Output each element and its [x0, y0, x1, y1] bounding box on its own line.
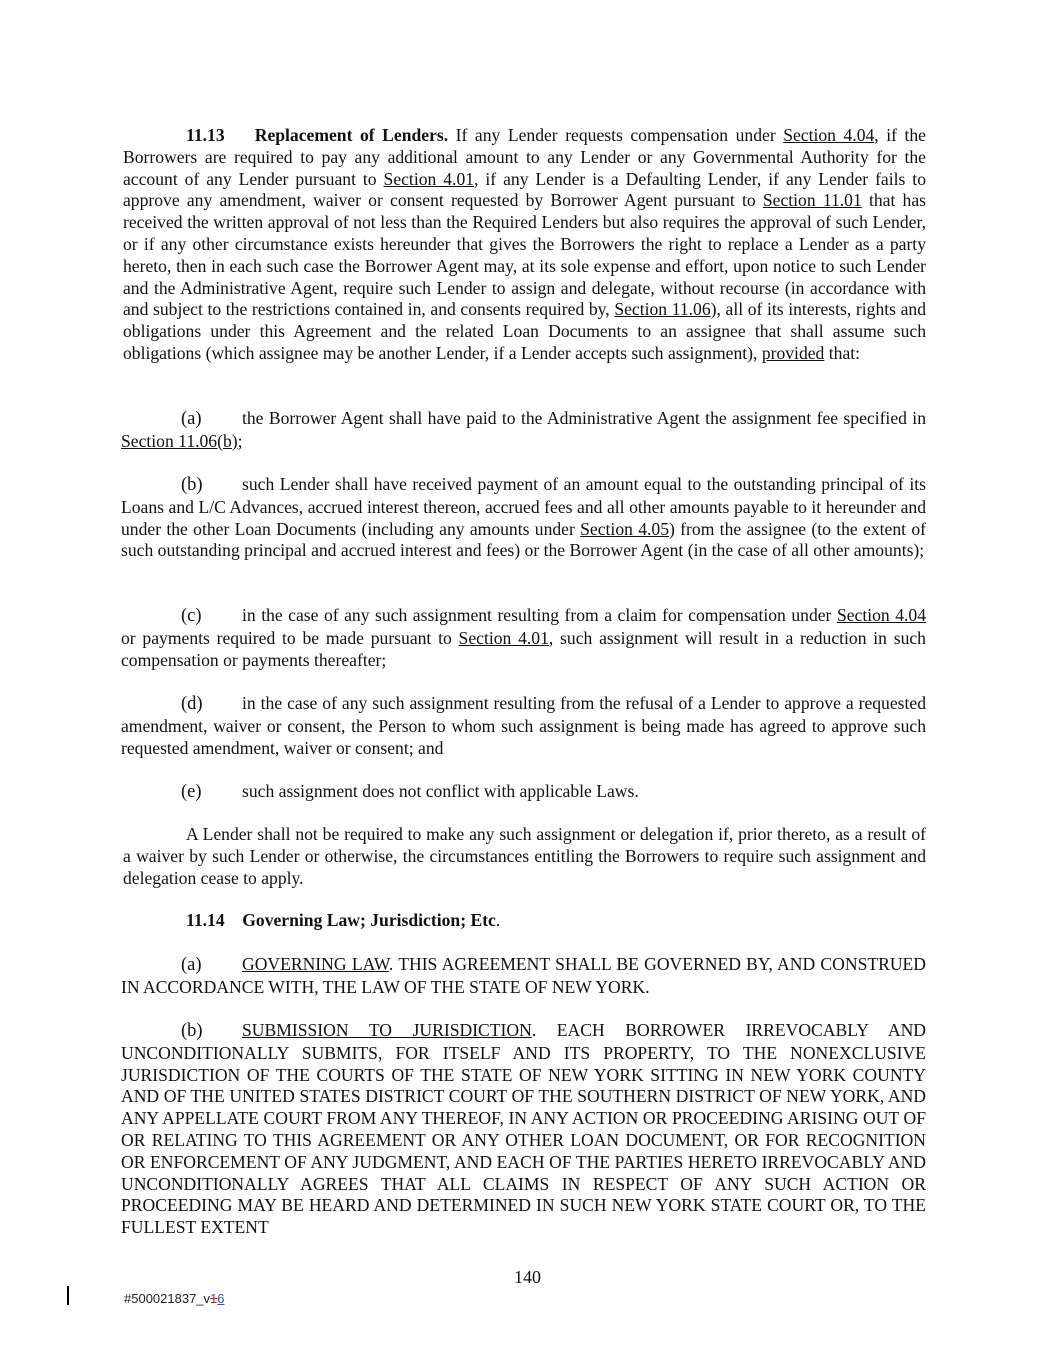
document-id: #500021837_v16 — [124, 1291, 225, 1306]
change-bar — [67, 1286, 69, 1305]
xref-section-11-06[interactable]: Section 11.06 — [614, 299, 711, 320]
clause-11-13-b: (b) such Lender shall have received payment of an amount equal to the outstanding principal of its Loans and L/C Advances, accrued interest thereon, accrued fees and all other amounts payable to it hereunder and under the other Loan Documents (including any amounts under Section 4.05) from the assignee (to the extent of such outstanding principal and accrued interest and fees) or the Borrower Agent (in the case of all other amounts); — [121, 474, 926, 561]
section-11-13: 11.13 Replacement of Lenders. If any Lender requests compensation under Section 4.04, if the Borrowers are required to pay any additional amount to any Lender or any Governmental Authority for the account of any Lender pursuant to Section 4.01, if any Lender is a Defaulting Lender, if any Lender fails to approve any amendment, waiver or consent requested by Borrower Agent pursuant to Section 11.01 that has received the written approval of not less than the Required Lenders but also requires the approval of such Lender, or if any other circumstance exists hereunder that gives the Borrowers the right to replace a Lender as a party hereto, then in each such case the Borrower Agent may, at its sole expense and effort, upon notice to such Lender and the Administrative Agent, require such Lender to assign and delegate, without recourse (in accordance with and subject to the restrictions contained in, and consents required by, Section 11.06), all of its interests, rights and obligations under this Agreement and the related Loan Documents to an assignee that shall assume such obligations (which assignee may be another Lender, if a Lender accepts such assignment), provided that: — [123, 125, 926, 363]
xref-section-11-01[interactable]: Section 11.01 — [762, 190, 862, 211]
clause-label: (c) — [181, 606, 202, 626]
clause-11-13-a: (a) the Borrower Agent shall have paid to the Administrative Agent the assignment fee specified in Section 11.06(b); — [121, 408, 926, 451]
provided-term: provided — [761, 342, 825, 363]
section-11-14-heading: 11.14 Governing Law; Jurisdiction; Etc. — [186, 910, 501, 930]
xref-section-4-01[interactable]: Section 4.01 — [383, 168, 475, 189]
clause-label: (b) — [181, 475, 203, 495]
xref-section-4-04[interactable]: Section 4.04 — [783, 125, 875, 145]
submission-heading: SUBMISSION TO JURISDICTION — [242, 1020, 532, 1040]
closing-paragraph: A Lender shall not be required to make any such assignment or delegation if, prior thereto, as a result of a waiver by such Lender or otherwise, the circumstances entitling the Borrowers to require such assignment and delegation cease to apply. — [123, 824, 926, 888]
clause-label: (d) — [181, 694, 203, 714]
clause-11-14-a: (a) GOVERNING LAW. THIS AGREEMENT SHALL BE GOVERNED BY, AND CONSTRUED IN ACCORDANCE WITH, THE LAW OF THE STATE OF NEW YORK. — [121, 954, 926, 997]
deleted-version: 1 — [210, 1291, 218, 1306]
clause-label: (a) — [181, 955, 202, 975]
xref-section-4-04[interactable]: Section 4.04 — [836, 605, 927, 625]
clause-11-13-e: (e) such assignment does not conflict with applicable Laws. — [181, 781, 639, 802]
clause-11-13-d: (d) in the case of any such assignment resulting from the refusal of a Lender to approve a requested amendment, waiver or consent, the Person to whom such assignment is being made has agreed to approve such requested amendment, waiver or consent; and — [121, 693, 926, 758]
clause-11-13-c: (c) in the case of any such assignment resulting from a claim for compensation under Section 4.04 or payments required to be made pursuant to Section 4.01, such assignment will result in a reduction in such compensation or payments thereafter; — [121, 605, 927, 670]
xref-section-4-01[interactable]: Section 4.01 — [458, 627, 549, 648]
governing-law-heading: GOVERNING LAW — [242, 954, 389, 974]
section-11-13-heading: 11.13 Replacement of Lenders. — [186, 125, 449, 145]
inserted-version: 6 — [217, 1291, 225, 1306]
clause-11-14-b: (b) SUBMISSION TO JURISDICTION. EACH BORROWER IRREVOCABLY AND UNCONDITIONALLY SUBMITS, FOR ITSELF AND ITS PROPERTY, TO THE NONEXCLUSIVE JURISDICTION OF THE COURTS OF THE STATE OF NEW YORK SITTING IN NEW YORK COUNTY AND OF THE UNITED STATES DISTRICT COURT OF THE SOUTHERN DISTRICT OF NEW YORK, AND ANY APPELLATE COURT FROM ANY THEREOF, IN ANY ACTION OR PROCEEDING ARISING OUT OF OR RELATING TO THIS AGREEMENT OR ANY OTHER LOAN DOCUMENT, OR FOR RECOGNITION OR ENFORCEMENT OF ANY JUDGMENT, AND EACH OF THE PARTIES HERETO IRREVOCABLY AND UNCONDITIONALLY AGREES THAT ALL CLAIMS IN RESPECT OF ANY SUCH ACTION OR PROCEEDING MAY BE HEARD AND DETERMINED IN SUCH NEW YORK STATE COURT OR, TO THE FULLEST EXTENT — [121, 1020, 926, 1238]
clause-label: (a) — [181, 409, 202, 429]
clause-label: (e) — [181, 782, 202, 802]
clause-label: (b) — [181, 1021, 203, 1041]
page-number: 140 — [514, 1267, 541, 1287]
xref-section-4-05[interactable]: Section 4.05 — [580, 518, 670, 539]
xref-section-11-06-b[interactable]: Section 11.06(b) — [121, 430, 238, 451]
